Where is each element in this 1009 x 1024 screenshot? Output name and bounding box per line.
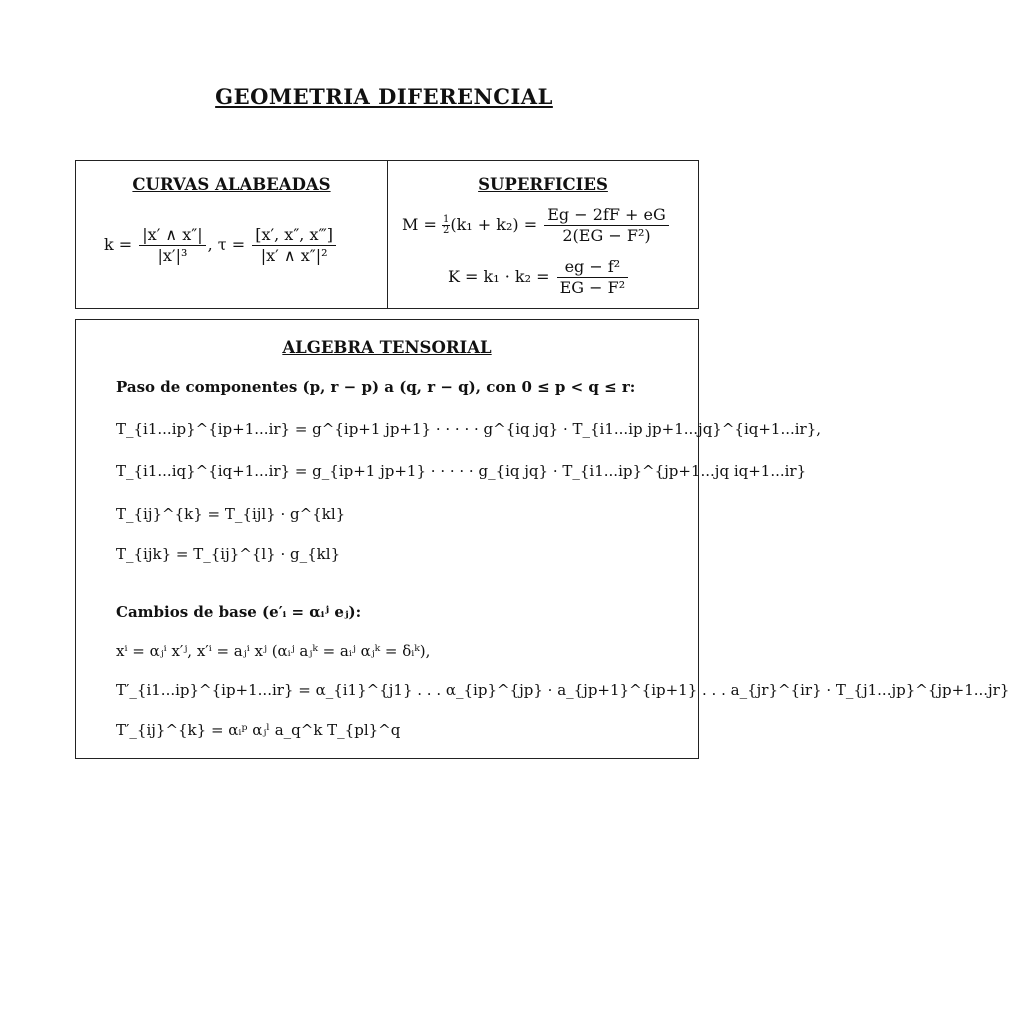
change-of-basis-intro: Cambios de base (e′ᵢ = αᵢʲ eⱼ): (116, 603, 362, 621)
half-num: 1 (442, 214, 450, 225)
page-title: GEOMETRIA DIFERENCIAL (215, 84, 553, 109)
curvature-fraction (139, 225, 205, 266)
half-den: 2 (442, 225, 450, 236)
formula-box-curves-surfaces (75, 160, 699, 309)
tensor-heading: ALGEBRA TENSORIAL (282, 338, 492, 357)
lower-index-formula: T_{i1...iq}^{iq+1...ir} = g_{ip+1 jp+1} · · · · · g_{iq jq} · T_{i1...ip}^{jp+1...jq iq+1...ir} (116, 462, 807, 480)
raise-example-formula: T_{ij}^{k} = T_{ijl} · g^{kl} (116, 505, 346, 523)
tau-denominator: |x′ ∧ x″|² (260, 246, 328, 265)
mean-curvature-formula (402, 205, 671, 246)
tensor-transformation-formula: T′_{i1...ip}^{ip+1...ir} = α_{i1}^{j1} . . . α_{ip}^{jp} · a_{jp+1}^{ip+1} . . . a_{jr}^{ir} · T_{j1...jp}^{jp+1...jr} (116, 681, 1009, 699)
m-mid: (k₁ + k₂) = (450, 215, 538, 234)
tau-numerator: [x′, x″, x‴] (252, 225, 336, 246)
gauss-curvature-formula (448, 257, 630, 298)
components-intro: Paso de componentes (p, r − p) a (q, r − q), con 0 ≤ p < q ≤ r: (116, 378, 636, 396)
gauss-numerator: eg − f² (557, 257, 629, 278)
gauss-lhs: K = k₁ · k₂ = (448, 267, 550, 286)
coordinate-change-formula: xⁱ = αⱼⁱ x′ʲ, x′ⁱ = aⱼⁱ xʲ (αᵢʲ aⱼᵏ = aᵢʲ αⱼᵏ = δᵢᵏ), (116, 642, 431, 660)
k-denominator: |x′|³ (157, 246, 188, 265)
torsion-fraction (252, 225, 336, 266)
gauss-denominator: EG − F² (559, 278, 626, 297)
m-lhs: M = (402, 215, 437, 234)
m-numerator: Eg − 2fF + eG (544, 205, 669, 226)
formula-box-tensor-algebra (75, 319, 1009, 759)
k-lhs: k = (104, 235, 133, 254)
curvature-torsion-formula (104, 225, 338, 266)
surfaces-heading: SUPERFICIES (478, 175, 608, 194)
raise-index-formula: T_{i1...ip}^{ip+1...ir} = g^{ip+1 jp+1} · · · · · g^{iq jq} · T_{i1...ip jp+1...jq}^{iq+1...ir}, (116, 420, 822, 438)
k-numerator: |x′ ∧ x″| (139, 225, 205, 246)
m-denominator: 2(EG − F²) (562, 226, 651, 245)
tau-lhs: , τ = (207, 235, 246, 254)
gauss-fraction (557, 257, 629, 298)
tensor-transformation-example: T′_{ij}^{k} = αᵢᵖ αⱼˡ a_q^k T_{pl}^q (116, 721, 401, 739)
curves-heading: CURVAS ALABEADAS (132, 175, 331, 194)
lower-example-formula: T_{ijk} = T_{ij}^{l} · g_{kl} (116, 545, 341, 563)
mean-curvature-fraction (544, 205, 669, 246)
